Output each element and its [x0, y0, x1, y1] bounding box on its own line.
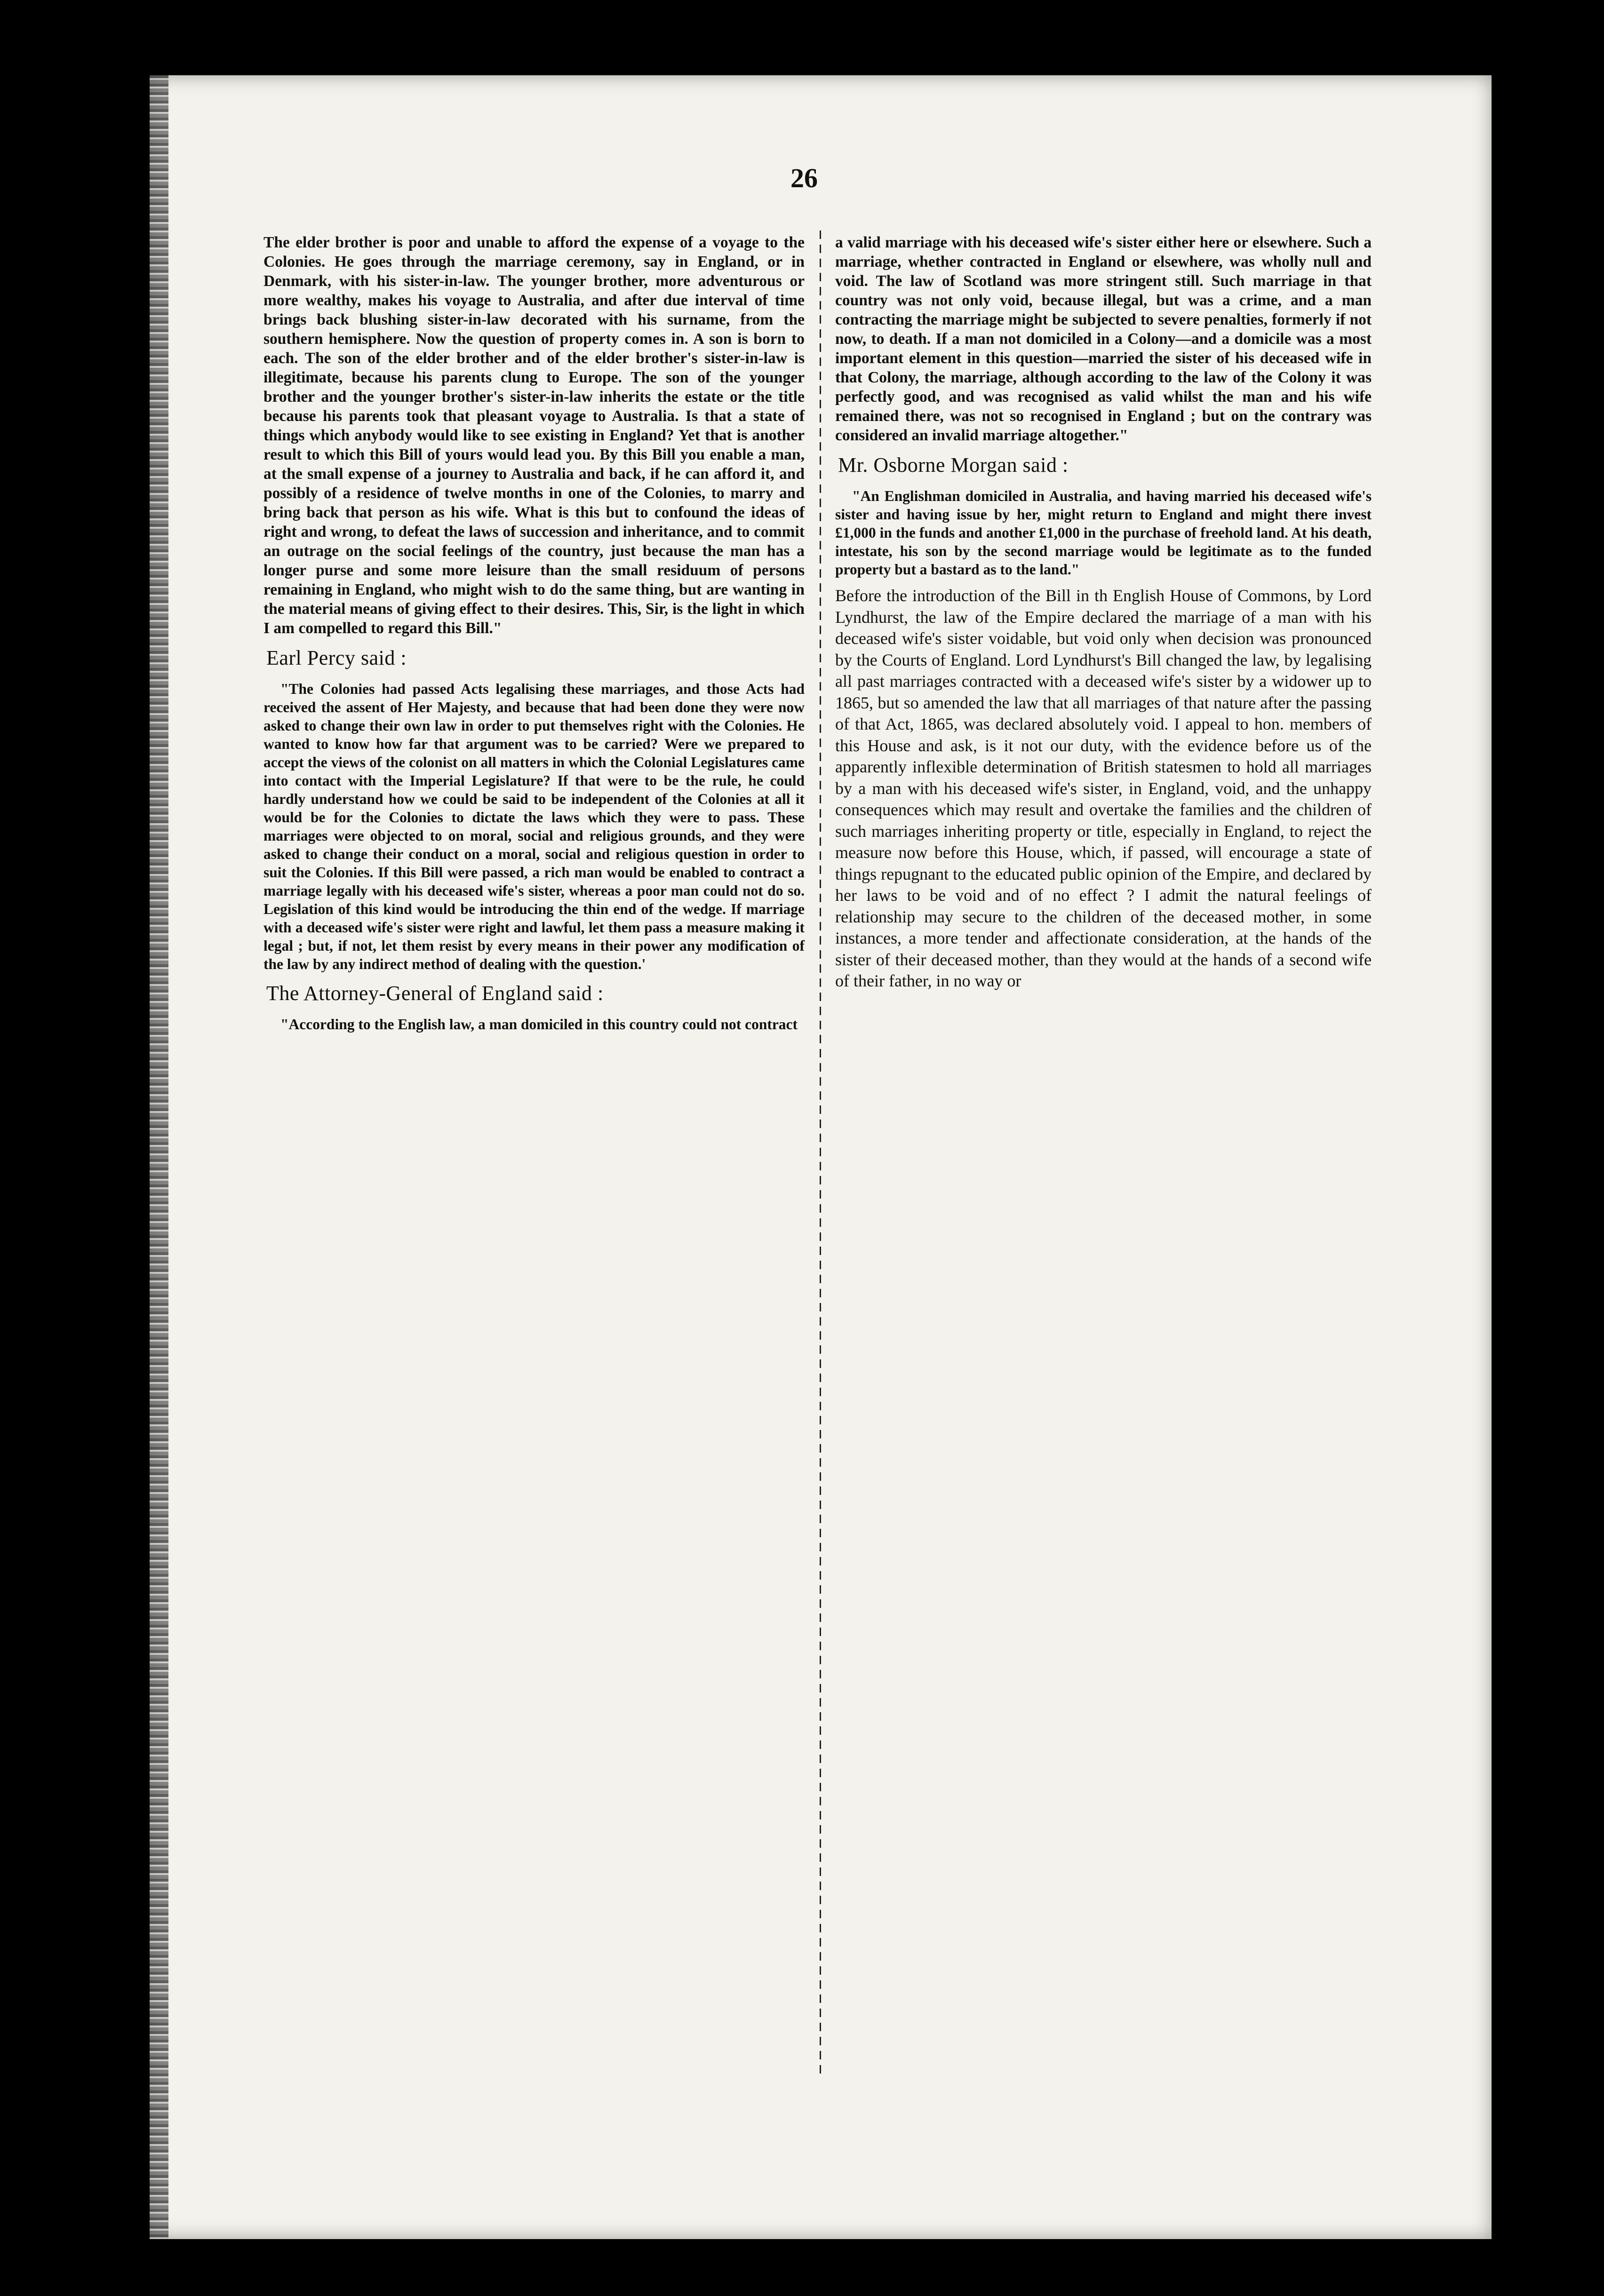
quotation: "An Englishman domiciled in Australia, and having married his deceased wife's sister and having issue by her, might return to England and might there invest £1,000 in the funds and another £1,000 in the purchase of freehold land. At his death, intestate, his son by the second marriage would be legitimate as to the funded property but a bastard as to the land." [835, 488, 1372, 578]
speaker-heading: Mr. Osborne Morgan said : [838, 453, 1069, 477]
paragraph: Before the introduction of the Bill in th English House of Commons, by Lord Lyndhurst, the law of the Empire declared the marriage of a man with his deceased wife's sister voidable, but void only when decision was pronounced by the Courts of England. Lord Lyndhurst's Bill changed the law, by legalising all past marriages contracted with a deceased wife's sister by a widower up to 1865, but so amended the law that all marriages of that nature after the passing of that Act, 1865, was declared absolutely void. I appeal to hon. members of this House and ask, is it not our duty, with the evidence before us of the apparently inflexible determination of British statesmen to hold all marriages by a man with his deceased wife's sister, in England, void, and the unhappy consequences which may result and overtake the families and the children of such marriages inheriting property or title, especially in England, to reject the measure now before this House, which, if passed, will encourage a state of things repugnant to the educated public opinion of the Empire, and declared by her laws to be void and of no effect ? I admit the natural feelings of relationship may secure to the children of the deceased mother, in some instances, a more tender and affectionate consideration, at the hands of the sister of their deceased mother, than they would at the hands of a second wife of their father, in no way or [835, 586, 1372, 990]
paragraph: The elder brother is poor and unable to afford the expense of a voyage to the Colonies. He goes through the marriage ceremony, say in England, or in Denmark, with his sister-in-law. The younger brother, more adventurous or more wealthy, makes his voyage to Australia, and after due interval of time brings back blushing sister-in-law decorated with his surname, from the southern hemisphere. Now the question of property comes in. A son is born to each. The son of the elder brother and of the elder brother's sister-in-law is illegitimate, because his parents clung to Europe. The son of the younger brother and the younger brother's sister-in-law inherits the estate or the title because his parents took that pleasant voyage to Australia. Is that a state of things which anybody would like to see existing in England? Yet that is another result to which this Bill of yours would lead you. By this Bill you enable a man, at the small expense of a journey to Australia and back, if he can afford it, and possibly of a residence of twelve months in one of the Colonies, to marry and bring back that person as his wife. What is this but to confound the ideas of right and wrong, to defeat the laws of succession and inheritance, and to commit an outrage on the social feelings of the country, just because the man has a longer purse and some more leisure than the small residuum of persons remaining in England, who might wish to do the same thing, but are wanting in the material means of giving effect to their desires. This, Sir, is the light in which I am compelled to regard this Bill." [263, 234, 805, 637]
column-divider [820, 230, 821, 2079]
quotation: "The Colonies had passed Acts legalising these marriages, and those Acts had received the assent of Her Majesty, and because that had been done they were now asked to change their own law in order to put themselves right with the Colonies. He wanted to know how far that argument was to be carried? Were we prepared to accept the views of the colonist on all matters in which the Colonial Legislatures came into contact with the Imperial Legislature? If that were to be the rule, he could hardly understand how we could be said to be independent of the Colonies at all it would be for the Colonies to dictate the laws which they were to pass. These marriages were objected to on moral, social and religious grounds, and they were asked to change their conduct on a moral, social and religious question in order to suit the Colonies. If this Bill were passed, a rich man would be enabled to contract a marriage legally with his deceased wife's sister, whereas a poor man could not do so. Legislation of this kind would be introducing the thin end of the wedge. If marriage with a deceased wife's sister were right and lawful, let them pass a measure making it legal ; but, if not, let them resist by every means in their power any modification of the law by any indirect method of dealing with the question.' [263, 681, 805, 972]
speaker-heading: Earl Percy said : [266, 646, 407, 669]
speaker-heading: The Attorney-General of England said : [266, 982, 604, 1005]
page-number: 26 [790, 163, 818, 193]
page-edge [150, 75, 168, 2239]
quotation-continued: a valid marriage with his deceased wife's sister either here or elsewhere. Such a marriage, whether contracted in England or elsewhere, was wholly null and void. The law of Scotland was more stringent still. Such marriage in that country was not only void, because illegal, but was a crime, and a man contracting the marriage might be subjected to severe penalties, formerly if not now, to death. If a man not domiciled in a Colony—and a domicile was a most important element in this question—married the sister of his deceased wife in that Colony, the marriage, although according to the law of the Colony it was perfectly good, and was recognised as valid whilst the man and his wife remained there, was not so recognised in England ; but on the contrary was considered an invalid marriage altogether." [835, 234, 1372, 444]
right-column [835, 233, 1372, 992]
left-column [263, 233, 805, 1033]
quotation: "According to the English law, a man domiciled in this country could not contract [280, 1016, 798, 1033]
